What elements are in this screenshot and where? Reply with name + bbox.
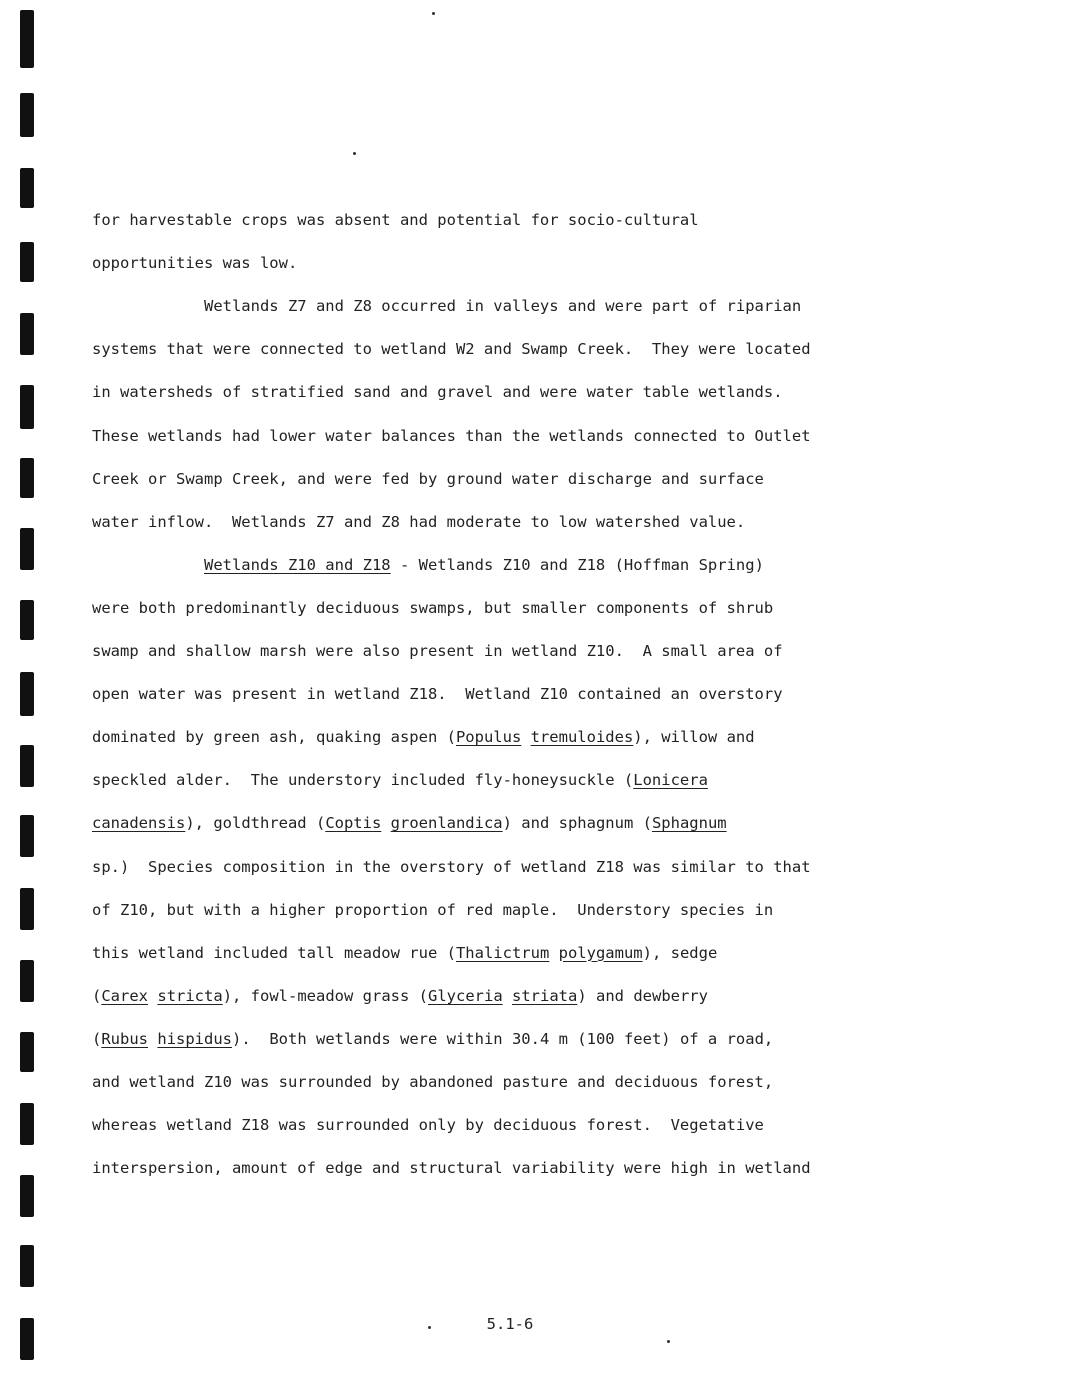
text-run: whereas wetland Z18 was surrounded only by deciduous forest. Vegetative [92, 1116, 764, 1135]
text-run: interspersion, amount of edge and structural variability were high in wetland [92, 1159, 811, 1178]
margin-mark [20, 960, 34, 1002]
text-run: swamp and shallow marsh were also present in wetland Z10. A small area of [92, 642, 783, 660]
scan-speck [667, 1340, 670, 1343]
text-run [381, 814, 390, 832]
text-run: sp.) Species composition in the overstory of wetland Z18 was similar to that [92, 857, 811, 876]
underlined-term: Rubus [101, 1029, 149, 1048]
margin-mark [20, 672, 34, 716]
text-run: water inflow. Wetlands Z7 and Z8 had moderate to low watershed value. [92, 512, 746, 531]
text-line [92, 291, 801, 321]
text-line [92, 550, 764, 580]
underlined-term: Populus [455, 728, 522, 747]
binding-margin [18, 0, 42, 1380]
text-line [92, 981, 708, 1011]
margin-mark [20, 1175, 34, 1217]
text-line [92, 1110, 764, 1140]
margin-mark [20, 745, 34, 787]
text-run: ). Both wetlands were within 30.4 m (100 feet) of a road, [232, 1029, 774, 1048]
text-run: of Z10, but with a higher proportion of red maple. Understory species in [92, 900, 774, 919]
text-run: systems that were connected to wetland W2 and Swamp Creek. They were located [92, 340, 811, 359]
margin-mark [20, 815, 34, 857]
text-line [92, 1153, 811, 1183]
underlined-term: Wetlands Z10 and Z18 [203, 555, 391, 574]
scan-speck [432, 12, 435, 15]
underlined-term: hispidus [157, 1029, 233, 1048]
text-line [92, 852, 811, 882]
text-line [92, 808, 727, 838]
text-run: - Wetlands Z10 and Z18 (Hoffman Spring) [390, 555, 764, 574]
text-run: dominated by green ash, quaking aspen ( [92, 728, 456, 747]
margin-mark [20, 385, 34, 429]
text-line [92, 636, 783, 666]
text-run [521, 728, 530, 746]
underlined-term: tremuloides [530, 728, 634, 747]
text-line [92, 765, 708, 795]
text-run: These wetlands had lower water balances than the wetlands connected to Outlet [92, 426, 811, 445]
underlined-term: groenlandica [390, 814, 503, 833]
text-run: were both predominantly deciduous swamps, but smaller components of shrub [92, 598, 774, 617]
scan-speck [353, 152, 356, 155]
text-run: ) and dewberry [577, 986, 708, 1005]
text-run: Creek or Swamp Creek, and were fed by ground water discharge and surface [92, 469, 764, 488]
margin-mark [20, 1245, 34, 1287]
text-run [549, 944, 558, 962]
text-run: opportunities was low. [92, 254, 298, 273]
text-run: this wetland included tall meadow rue ( [92, 943, 456, 962]
text-line [92, 679, 783, 709]
text-line [92, 248, 297, 278]
text-run: ), willow and [633, 728, 755, 747]
text-run: ( [92, 1029, 102, 1048]
text-run: speckled alder. The understory included fly-honeysuckle ( [92, 771, 634, 790]
text-line [92, 205, 699, 235]
underlined-term: Glyceria [428, 986, 503, 1005]
text-line [92, 507, 745, 537]
margin-mark [20, 10, 34, 68]
margin-mark [20, 1103, 34, 1145]
text-run: ), fowl-meadow grass ( [222, 986, 428, 1005]
margin-mark [20, 168, 34, 208]
text-run: ) and sphagnum ( [502, 814, 652, 833]
text-line [92, 377, 783, 407]
text-run: ), goldthread ( [185, 814, 326, 833]
text-run: ( [92, 986, 102, 1005]
text-line [92, 334, 811, 364]
underlined-term: canadensis [92, 814, 186, 833]
text-line [92, 1024, 773, 1054]
text-run [148, 987, 157, 1005]
text-run: ), sedge [642, 943, 718, 962]
margin-mark [20, 528, 34, 570]
underlined-term: striata [512, 986, 578, 1005]
underlined-term: Carex [101, 986, 149, 1005]
page-number: 5.1-6 [486, 1315, 534, 1333]
text-line [92, 722, 755, 752]
margin-mark [20, 93, 34, 137]
underlined-term: Lonicera [633, 771, 708, 790]
text-run: and wetland Z10 was surrounded by abandoned pasture and deciduous forest, [92, 1073, 774, 1091]
margin-mark [20, 242, 34, 282]
text-run: open water was present in wetland Z18. Wetland Z10 contained an overstory [92, 685, 783, 704]
text-line [92, 593, 773, 623]
text-line [92, 421, 811, 451]
underlined-term: Coptis [325, 814, 382, 833]
text-line [92, 464, 764, 494]
text-run: Wetlands Z7 and Z8 occurred in valleys and were part of riparian [92, 297, 802, 316]
text-line [92, 938, 717, 968]
text-run [503, 987, 512, 1005]
text-line [92, 1067, 773, 1097]
text-run: for harvestable crops was absent and potential for socio-cultural [92, 211, 699, 229]
text-run: in watersheds of stratified sand and gravel and were water table wetlands. [92, 383, 783, 402]
margin-mark [20, 458, 34, 498]
margin-mark [20, 1032, 34, 1072]
margin-mark [20, 600, 34, 640]
underlined-term: polygamum [558, 943, 643, 962]
text-line [92, 895, 773, 925]
underlined-term: Thalictrum [455, 943, 550, 962]
underlined-term: stricta [157, 986, 223, 1005]
margin-mark [20, 888, 34, 930]
underlined-term: Sphagnum [651, 814, 727, 833]
text-run [92, 556, 204, 574]
text-run [148, 1030, 157, 1048]
margin-mark [20, 313, 34, 355]
